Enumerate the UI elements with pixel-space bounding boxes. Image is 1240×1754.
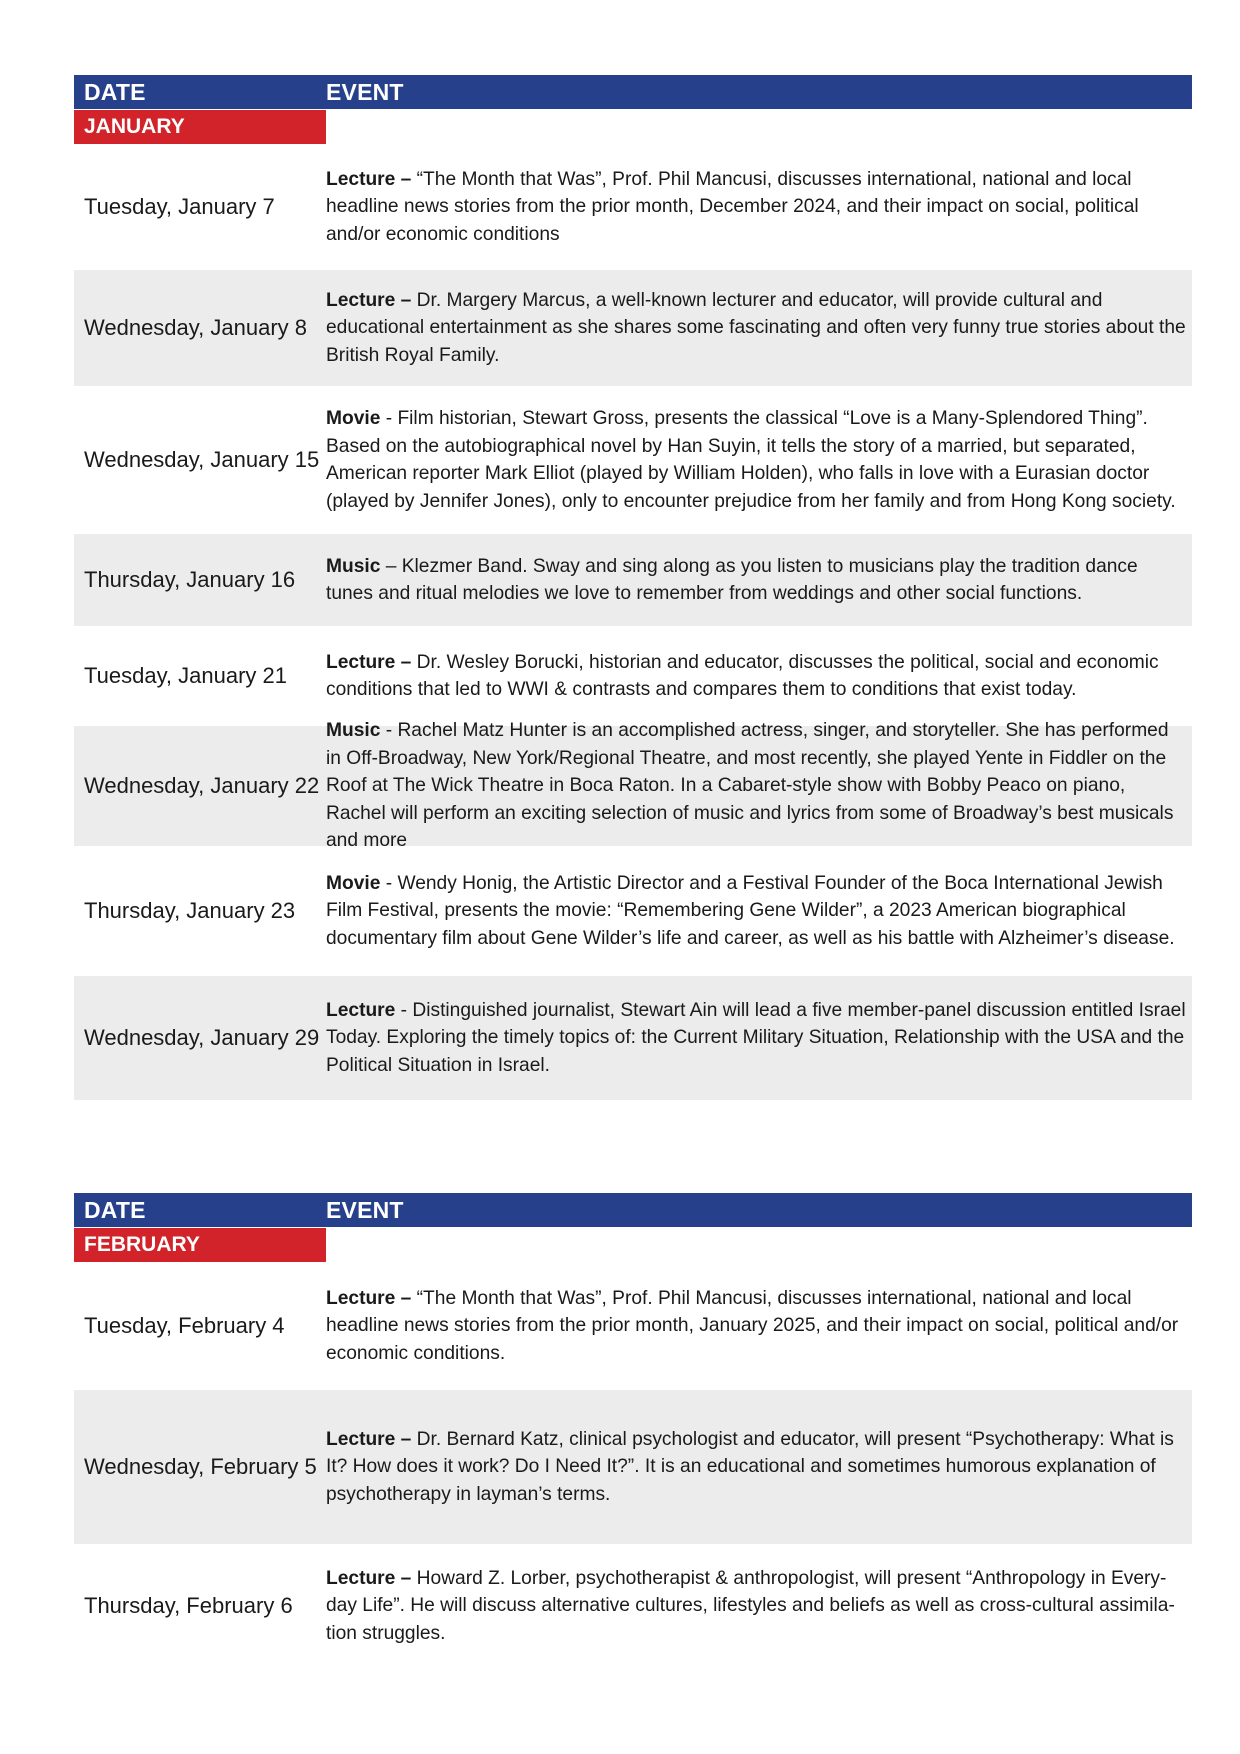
event-row <box>74 846 1192 976</box>
event-description: Music - Rachel Matz Hunter is an accomplished actress, singer, and storyteller. She has performed in Off-Broadway, New York/Regional Theatre, and most recently, she played Yente in Fiddler on the Roof at The Wick Theatre in Boca Raton. In a Cabaret-style show with Bobby Peaco on piano, Rachel will perform an exciting selection of music and lyrics from some of Broadway’s best musicals and more <box>326 720 1174 852</box>
event-description: Lecture – Dr. Margery Marcus, a well-known lecturer and educator, will provide cultural and educational entertainment as she shares some fascinating and often very funny true stories about the British Royal Family. <box>326 289 1186 366</box>
event-type: Lecture <box>326 651 396 673</box>
month-label-january: JANUARY <box>74 110 326 144</box>
event-date: Thursday, January 23 <box>84 898 296 923</box>
event-type: Lecture <box>326 999 396 1021</box>
event-row <box>74 270 1192 386</box>
event-date: Tuesday, January 7 <box>84 194 275 219</box>
event-date: Tuesday, February 4 <box>84 1313 285 1338</box>
event-description: Lecture – Dr. Bernard Katz, clinical psychologist and educator, will present “Psychotherapy: What is It? How does it work? Do I Need It?”. It is an educational and sometimes humorous explanation of psychotherapy in layman’s terms. <box>326 1428 1174 1505</box>
event-column-header: EVENT <box>326 78 404 105</box>
event-description: Music – Klezmer Band. Sway and sing along as you listen to musicians play the tradition dance tunes and ritual melodies we love to remember from weddings and other social functions. <box>326 555 1138 604</box>
event-row <box>74 720 1192 852</box>
event-type: Music <box>326 555 381 577</box>
february-section <box>74 1193 1192 1668</box>
table-header <box>74 75 1192 109</box>
month-label-february: FEBRUARY <box>74 1228 326 1262</box>
date-column-header: DATE <box>84 78 146 105</box>
event-row <box>74 534 1192 626</box>
event-type: Music <box>326 720 381 742</box>
event-type: Lecture <box>326 1567 396 1589</box>
event-type: Lecture <box>326 1287 396 1309</box>
event-row <box>74 386 1192 534</box>
event-type: Lecture <box>326 289 396 311</box>
event-row <box>74 1390 1192 1544</box>
event-date: Wednesday, January 29 <box>84 1025 320 1050</box>
event-description: Lecture – Howard Z. Lorber, psychotherapist & anthropologist, will present “Anthropology in Every-day Life”. He will discuss alternative cultures, lifestyles and beliefs as well as cross-cultural assimila-tion struggles. <box>326 1567 1175 1644</box>
event-column-header: EVENT <box>326 1196 404 1223</box>
event-description: Lecture – “The Month that Was”, Prof. Phil Mancusi, discusses international, national and local headline news stories from the prior month, December 2024, and their impact on social, political and/or economic conditions <box>326 168 1139 245</box>
event-date: Thursday, February 6 <box>84 1593 293 1618</box>
event-date: Wednesday, January 8 <box>84 315 307 340</box>
event-type: Lecture <box>326 1428 396 1450</box>
event-description: Lecture – “The Month that Was”, Prof. Phil Mancusi, discusses international, national and local headline news stories from the prior month, January 2025, and their impact on social, political and/or economic conditions. <box>326 1287 1179 1364</box>
event-type: Movie <box>326 872 381 894</box>
event-date: Wednesday, January 15 <box>84 447 320 472</box>
event-date: Tuesday, January 21 <box>84 663 288 688</box>
event-date: Wednesday, January 22 <box>84 773 320 798</box>
event-description: Lecture - Distinguished journalist, Stewart Ain will lead a five member-panel discussion entitled Israel Today. Exploring the timely topics of: the Current Military Situation, Relationship with the USA and the Political Situation in Israel. <box>326 999 1186 1076</box>
event-date: Wednesday, February 5 <box>84 1454 317 1479</box>
event-row <box>74 144 1192 270</box>
event-row <box>74 1544 1192 1668</box>
date-column-header: DATE <box>84 1196 146 1223</box>
event-type: Movie <box>326 408 381 429</box>
event-row <box>74 976 1192 1100</box>
event-description: Movie - Wendy Honig, the Artistic Director and a Festival Founder of the Boca International Jewish Film Festival, presents the movie: “Remembering Gene Wilder”, a 2023 American biographical documentary film about Gene Wilder’s life and career, as well as his battle with Alzheimer’s disease. <box>326 872 1175 949</box>
event-description: Lecture – Dr. Wesley Borucki, historian and educator, discusses the political, social and economic conditions that led to WWI & contrasts and compares them to conditions that exist today. <box>326 651 1159 700</box>
january-section <box>74 75 1192 1100</box>
event-type: Lecture <box>326 168 396 190</box>
event-row <box>74 626 1192 726</box>
event-description: Movie - Film historian, Stewart Gross, presents the classical “Love is a Many-Splendored Thing”. Based on the autobiographical novel by Han Suyin, it tells the story of a married, but separated, American reporter Mark Elliot (played by William Holden), who falls in love with a Eurasian doctor (played by Jennifer Jones), only to encounter prejudice from her family and from Hong Kong society. <box>326 408 1176 512</box>
event-date: Thursday, January 16 <box>84 567 296 592</box>
event-row <box>74 1262 1192 1390</box>
table-header <box>74 1193 1192 1227</box>
